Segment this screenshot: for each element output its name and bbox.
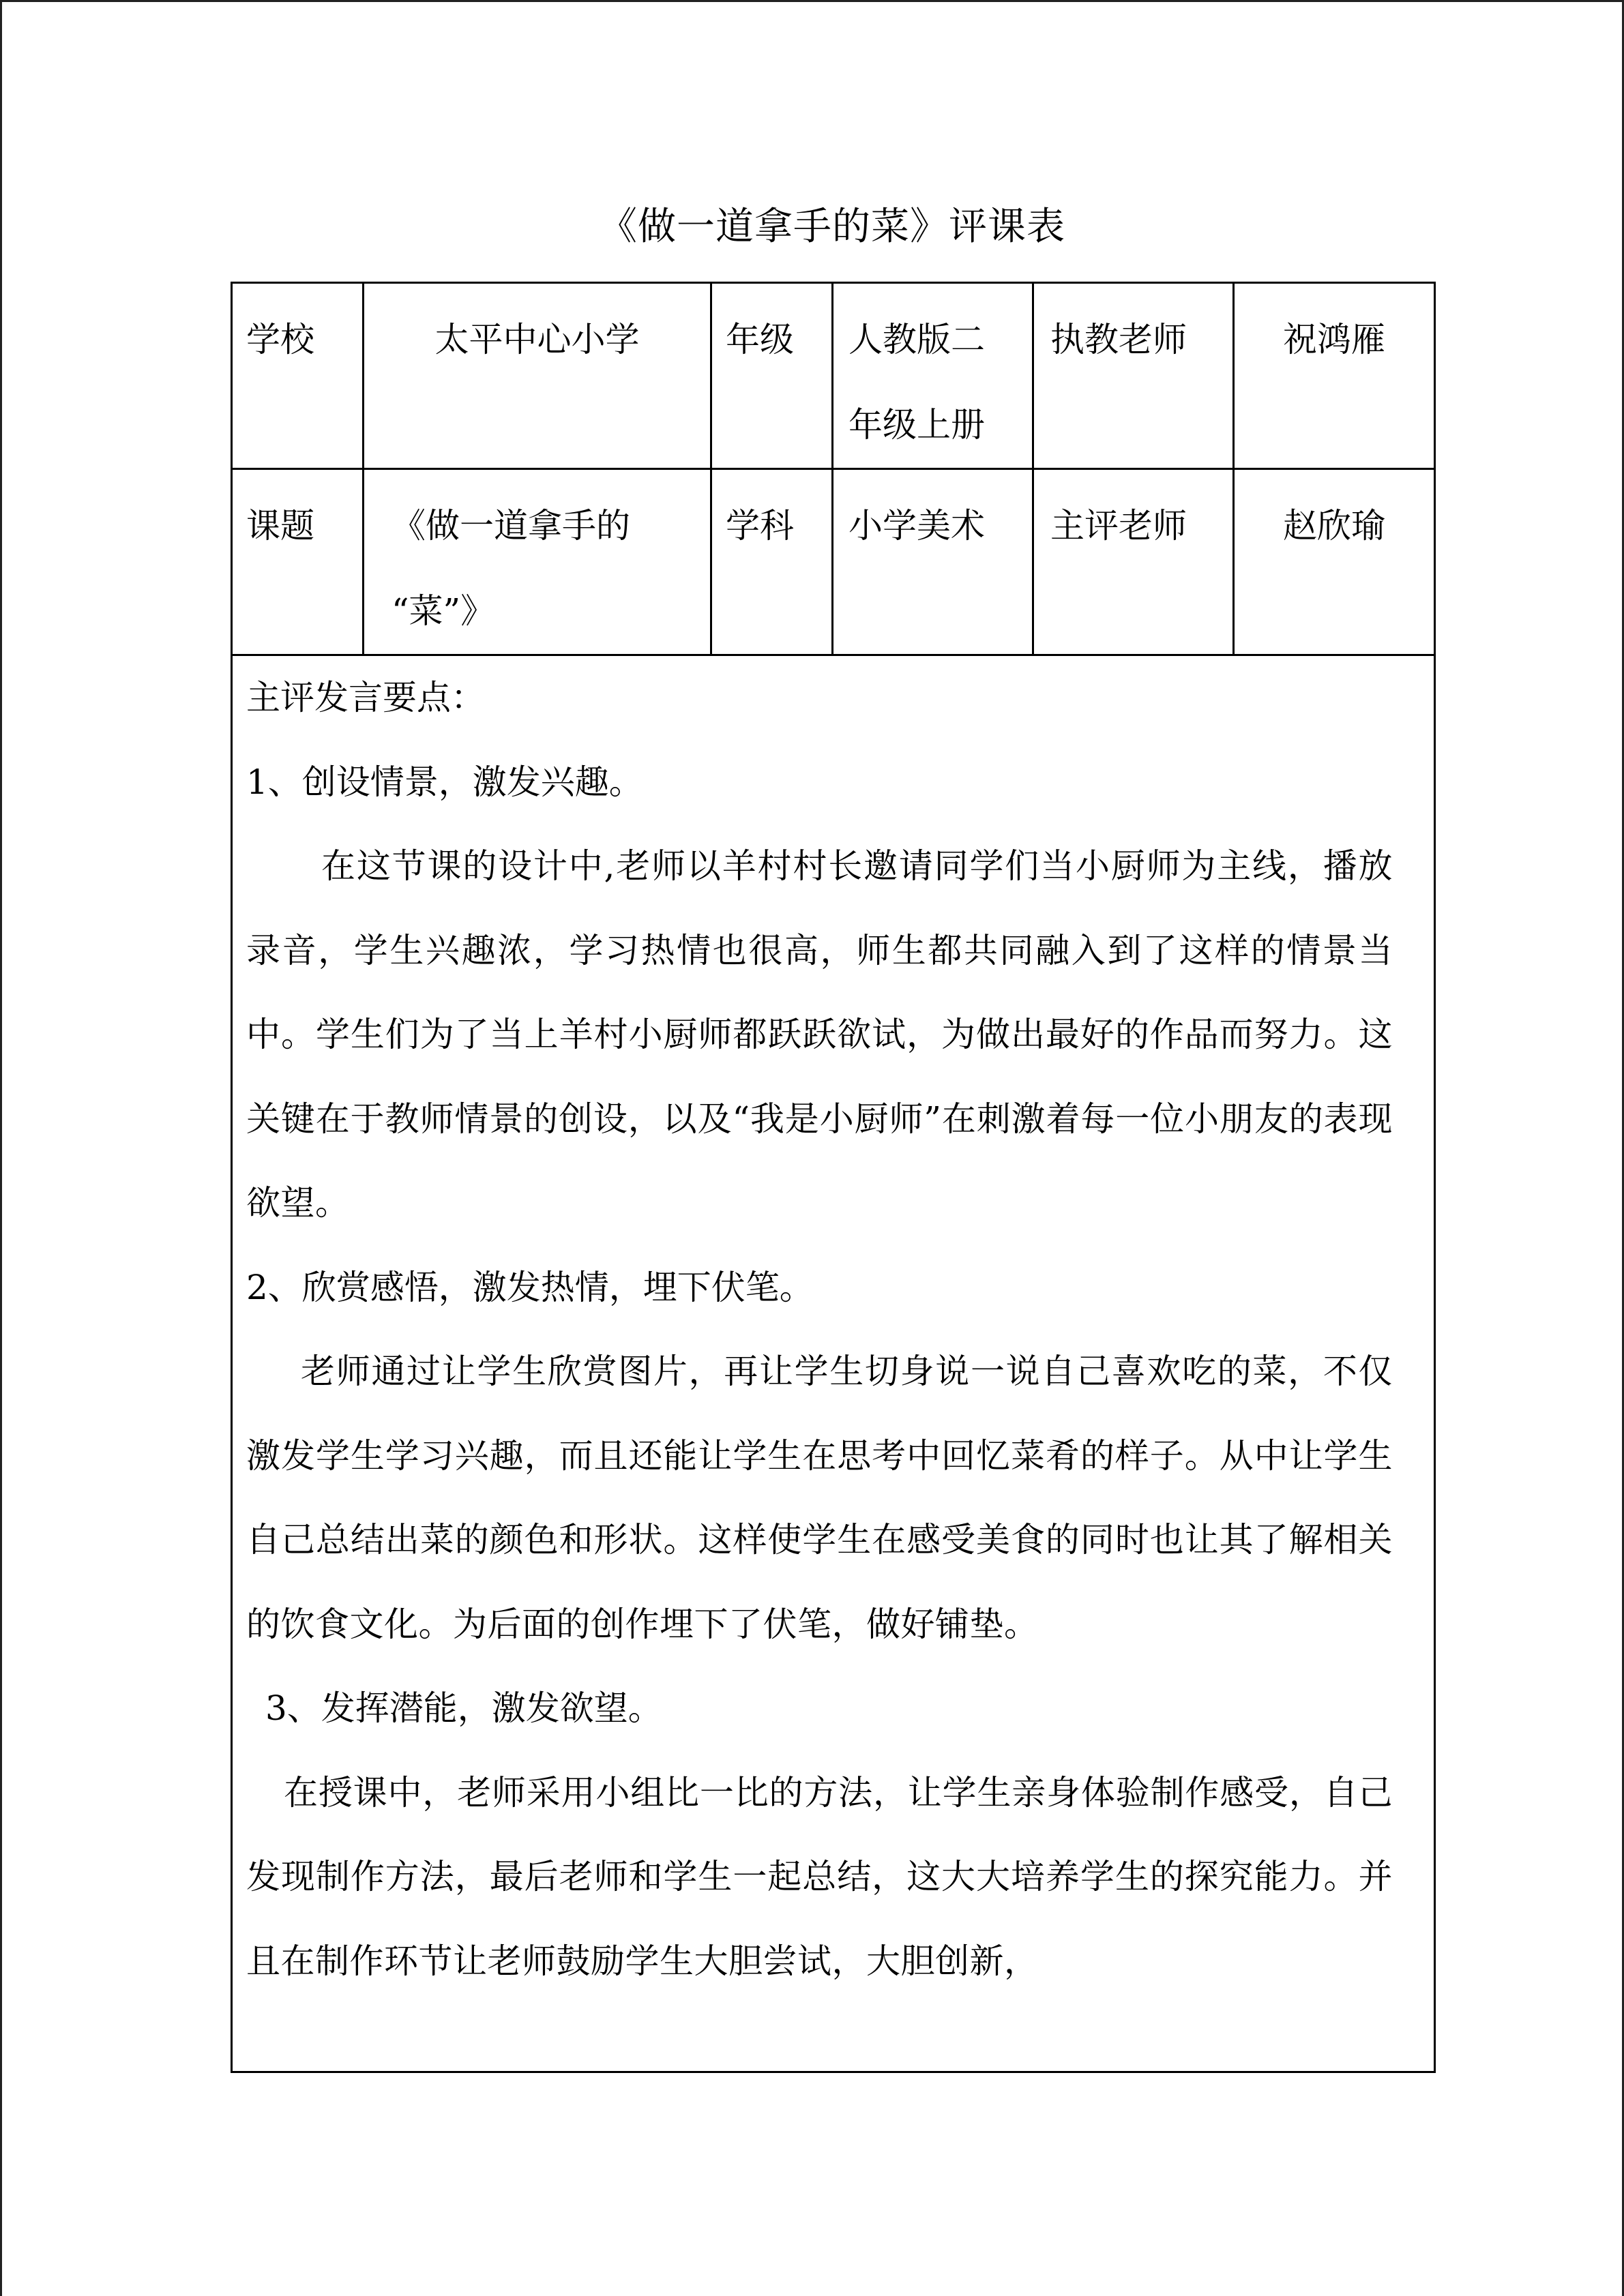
school-label: 学校 (246, 320, 314, 359)
grade-value-line2: 年级上册 (848, 405, 985, 445)
grade-label-cell (711, 283, 833, 469)
grade-label: 年级 (726, 320, 794, 359)
teacher-label: 执教老师 (1050, 320, 1187, 359)
review-content (246, 656, 1393, 2003)
section-heading: 1、创设情景，激发兴趣。 (246, 762, 643, 802)
subject-value-cell (833, 469, 1033, 655)
document-title: 《做一道拿手的菜》评课表 (599, 205, 1065, 249)
evaluation-table (231, 282, 1436, 2073)
school-label-cell (232, 283, 364, 469)
topic-label-cell (232, 469, 364, 655)
school-value: 太平中心小学 (434, 320, 640, 359)
teacher-label-cell (1033, 283, 1234, 469)
table-row (232, 283, 1435, 469)
subject-value: 小学美术 (848, 506, 985, 546)
subject-label-cell (711, 469, 833, 655)
teacher-value-cell (1234, 283, 1435, 469)
grade-value-line1: 人教版二 (848, 320, 985, 359)
subject-label: 学科 (726, 506, 794, 546)
teacher-value: 祝鸿雁 (1283, 320, 1385, 359)
section-paragraph: 老师通过让学生欣赏图片，再让学生切身说一说自己喜欢吃的菜，不仅激发学生学习兴趣，而且还能让学生在思考中回忆菜肴的样子。从中让学生自己总结出菜的颜色和形状。这样使学生在感受美食的同时也让其了解相关的饮食文化。为后面的创作埋下了伏笔，做好铺垫。 (246, 1352, 1393, 1644)
school-value-cell (364, 283, 711, 469)
table-row (232, 655, 1435, 2072)
topic-value-cell (364, 469, 711, 655)
reviewer-value-cell (1234, 469, 1435, 655)
review-heading: 主评发言要点： (246, 678, 485, 717)
section-paragraph: 在授课中，老师采用小组比一比的方法，让学生亲身体验制作感受，自己发现制作方法，最后老师和学生一起总结，这大大培养学生的探究能力。并且在制作环节让老师鼓励学生大胆尝试，大胆创新， (246, 1772, 1393, 1981)
table-row (232, 469, 1435, 655)
reviewer-label: 主评老师 (1050, 506, 1187, 546)
reviewer-value: 赵欣瑜 (1283, 506, 1385, 546)
topic-value-line1: 《做一道拿手的 (392, 506, 630, 546)
reviewer-label-cell (1033, 469, 1234, 655)
grade-value-cell (833, 283, 1033, 469)
section-paragraph: 在这节课的设计中,老师以羊村村长邀请同学们当小厨师为主线，播放录音，学生兴趣浓，学习热情也很高，师生都共同融入到了这样的情景当中。学生们为了当上羊村小厨师都跃跃欲试，为做出最好的作品而努力。这关键在于教师情景的创设，以及“我是小厨师”在刺激着每一位小朋友的表现欲望。 (246, 846, 1393, 1223)
section-heading: 2、欣赏感悟，激发热情，埋下伏笔。 (246, 1267, 814, 1307)
section-heading: 3、发挥潜能，激发欲望。 (265, 1688, 662, 1728)
review-content-cell (232, 655, 1435, 2072)
topic-value-line2: “菜”》 (392, 591, 495, 631)
topic-label: 课题 (246, 506, 314, 546)
